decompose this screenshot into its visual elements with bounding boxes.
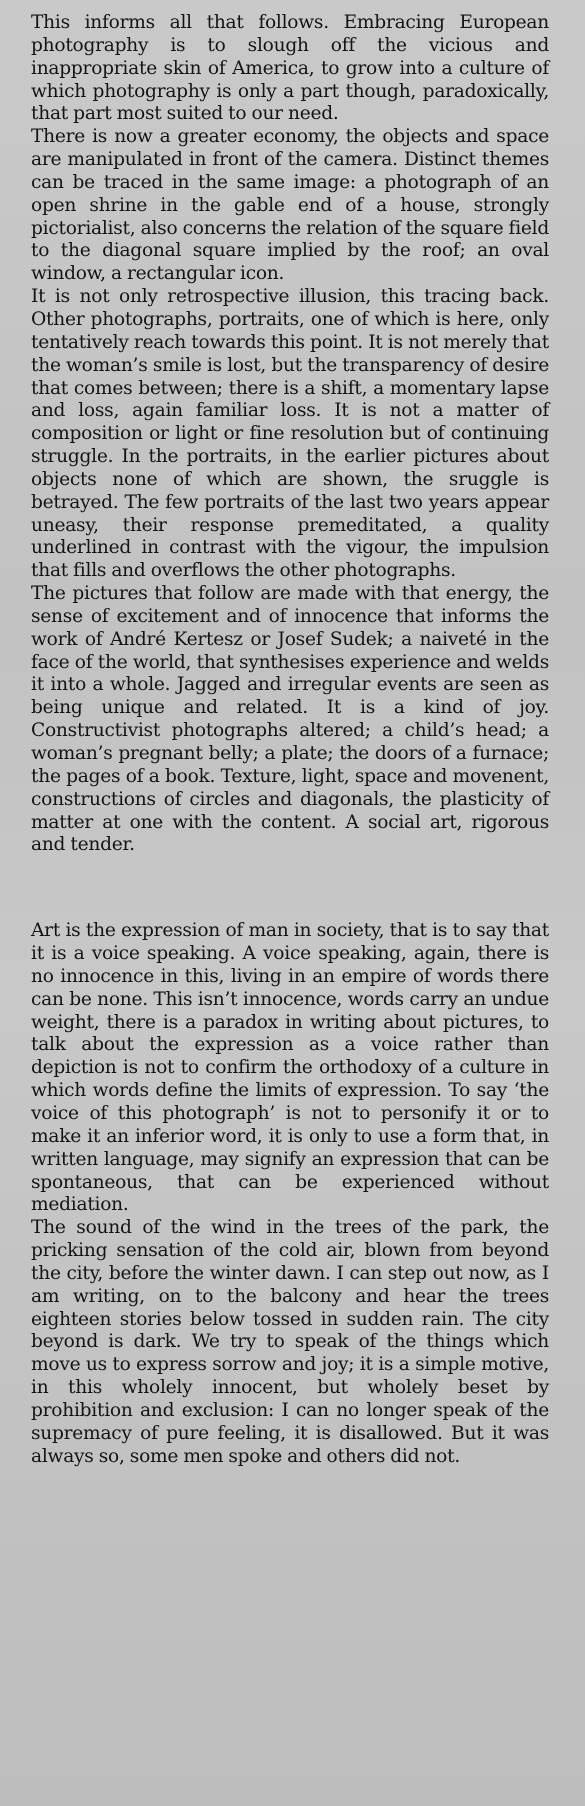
paragraph: The sound of the wind in the trees of the park, the pricking sensation of the cold air, blown from beyond the city, before the winter dawn. I can step out now, as I am writing, on to the balcony and hear the trees eighteen stories below tossed in sudden rain. The city beyond is dark. We try to speak of the things which move us to express sorrow and joy; it is a simple motive, in this wholely innocent, but wholely beset by prohibition and exclusion: I can no longer speak of the supremacy of pure feeling, it is disallowed. But it was always so, some men spoke and others did not. [31,1217,549,1467]
text-section-1 [31,12,549,857]
paragraph: Art is the expression of man in society, that is to say that it is a voice speaking. A voice speaking, again, there is no innocence in this, living in an empire of words there can be none. This isn’t innocence, words carry an undue weight, there is a paradox in writing about pictures, to talk about the expression as a voice rather than depiction is not to confirm the orthodoxy of a culture in which words define the limits of expression. To say ‘the voice of this photograph’ is not to personify it or to make it an inferior word, it is only to use a form that, in written language, may signify an expression that can be spontaneous, that can be experienced without mediation. [31,920,549,1216]
paragraph: This informs all that follows. Embracing European photography is to slough off the vicious and inappropriate skin of America, to grow into a culture of which photography is only a part though, paradoxically, that part most suited to our need. [31,12,549,125]
text-section-2 [31,920,549,1468]
paragraph: There is now a greater economy, the objects and space are manipulated in front of the camera. Distinct themes can be traced in the same image: a photograph of an open shrine in the gable end of a house, strongly pictorialist, also concerns the relation of the square field to the diagonal square implied by the roof; an oval window, a rectangular icon. [31,126,549,285]
paragraph: It is not only retrospective illusion, this tracing back. Other photographs, portraits, one of which is here, only tentatively reach towards this point. It is not merely that the woman’s smile is lost, but the transparency of desire that comes between; there is a shift, a momentary lapse and loss, again familiar loss. It is not a matter of composition or light or fine resolution but of continuing struggle. In the portraits, in the earlier pictures about objects none of which are shown, the sruggle is betrayed. The few portraits of the last two years appear uneasy, their response premeditated, a quality underlined in contrast with the vigour, the impulsion that fills and overflows the other photographs. [31,286,549,582]
paragraph: The pictures that follow are made with that energy, the sense of excitement and of innocence that informs the work of André Kertesz or Josef Sudek; a naiveté in the face of the world, that synthesises experience and welds it into a whole. Jagged and irregular events are seen as being unique and related. It is a kind of joy. Constructivist photographs altered; a child’s head; a woman’s pregnant belly; a plate; the doors of a furnace; the pages of a book. Texture, light, space and movenent, constructions of circles and diagonals, the plasticity of matter at one with the content. A social art, rigorous and tender. [31,583,549,856]
